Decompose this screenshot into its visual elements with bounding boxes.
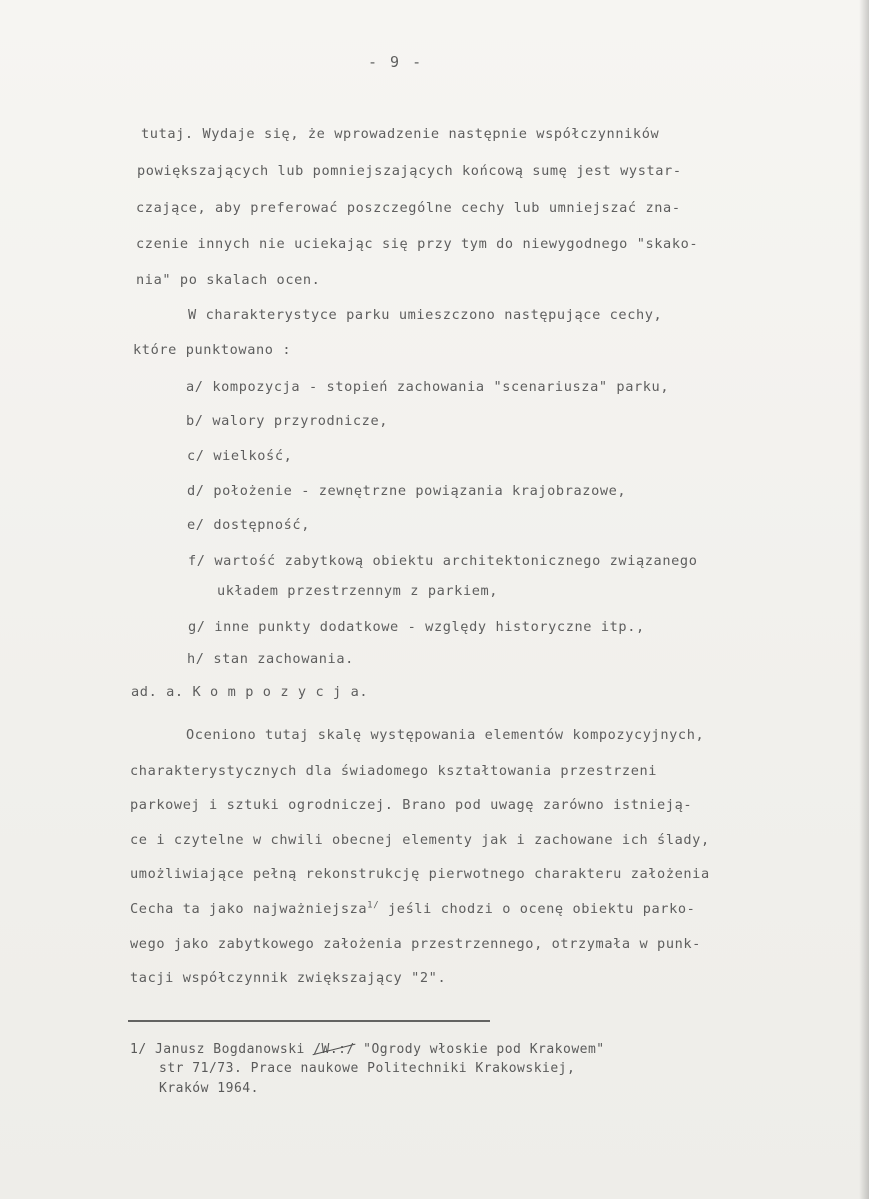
paragraph-line <box>130 900 696 917</box>
paragraph-text: jeśli chodzi o ocenę obiektu parko- <box>379 901 696 917</box>
paragraph-line: powiększających lub pomniejszających końcową sumę jest wystar- <box>137 163 682 179</box>
paragraph-line: tutaj. Wydaje się, że wprowadzenie następnie współczynników <box>141 126 660 142</box>
list-item: b/ walory przyrodnicze, <box>186 413 389 429</box>
list-item: c/ wielkość, <box>187 448 293 464</box>
section-heading: ad. a. K o m p o z y c j a. <box>131 684 369 700</box>
page-edge-shadow <box>859 0 869 1199</box>
list-item: d/ położenie - zewnętrzne powiązania krajobrazowe, <box>187 483 627 499</box>
list-item: f/ wartość zabytkową obiektu architektonicznego związanego <box>188 553 698 569</box>
footnote-line: str 71/73. Prace naukowe Politechniki Krakowskiej, <box>159 1061 576 1076</box>
paragraph-line: charakterystycznych dla świadomego kształtowania przestrzeni <box>130 763 658 779</box>
paragraph-line: nia" po skalach ocen. <box>136 272 321 288</box>
list-item: e/ dostępność, <box>187 517 310 533</box>
paragraph-line: czające, aby preferować poszczególne cechy lub umniejszać zna- <box>136 200 681 216</box>
footnote-text: "Ogrody włoskie pod Krakowem" <box>354 1042 605 1057</box>
footnote-line <box>130 1043 605 1056</box>
page-number: - 9 - <box>368 53 424 71</box>
list-item-continuation: układem przestrzennym z parkiem, <box>217 583 499 599</box>
list-item: h/ stan zachowania. <box>187 651 354 667</box>
list-item: g/ inne punkty dodatkowe - względy historyczne itp., <box>188 619 645 635</box>
paragraph-line: W charakterystyce parku umieszczono następujące cechy, <box>188 307 663 323</box>
paragraph-line: Oceniono tutaj skalę występowania elementów kompozycyjnych, <box>186 727 705 743</box>
paragraph-line: umożliwiające pełną rekonstrukcję pierwotnego charakteru założenia <box>130 866 710 882</box>
paragraph-line: które punktowano : <box>133 342 292 358</box>
footnote-text: 1/ Janusz Bogdanowski <box>130 1042 314 1057</box>
paragraph-line: czenie innych nie uciekając się przy tym do niewygodnego "skako- <box>136 236 699 252</box>
paragraph-line: parkowej i sztuki ogrodniczej. Brano pod uwagę zarówno istnieją- <box>130 797 693 813</box>
paragraph-line: wego jako zabytkowego założenia przestrzennego, otrzymała w punk- <box>130 936 701 952</box>
paragraph-text: Cecha ta jako najważniejsza <box>130 901 368 917</box>
struck-text: /W.:/ <box>313 1042 355 1057</box>
footnote-line: Kraków 1964. <box>159 1081 259 1096</box>
footnote-reference: 1/ <box>367 900 380 911</box>
list-item: a/ kompozycja - stopień zachowania "scenariusza" parku, <box>186 379 670 395</box>
paragraph-line: tacji współczynnik zwiększający "2". <box>130 970 447 986</box>
footnote-separator <box>128 1020 490 1022</box>
paragraph-line: ce i czytelne w chwili obecnej elementy jak i zachowane ich ślady, <box>130 832 710 848</box>
